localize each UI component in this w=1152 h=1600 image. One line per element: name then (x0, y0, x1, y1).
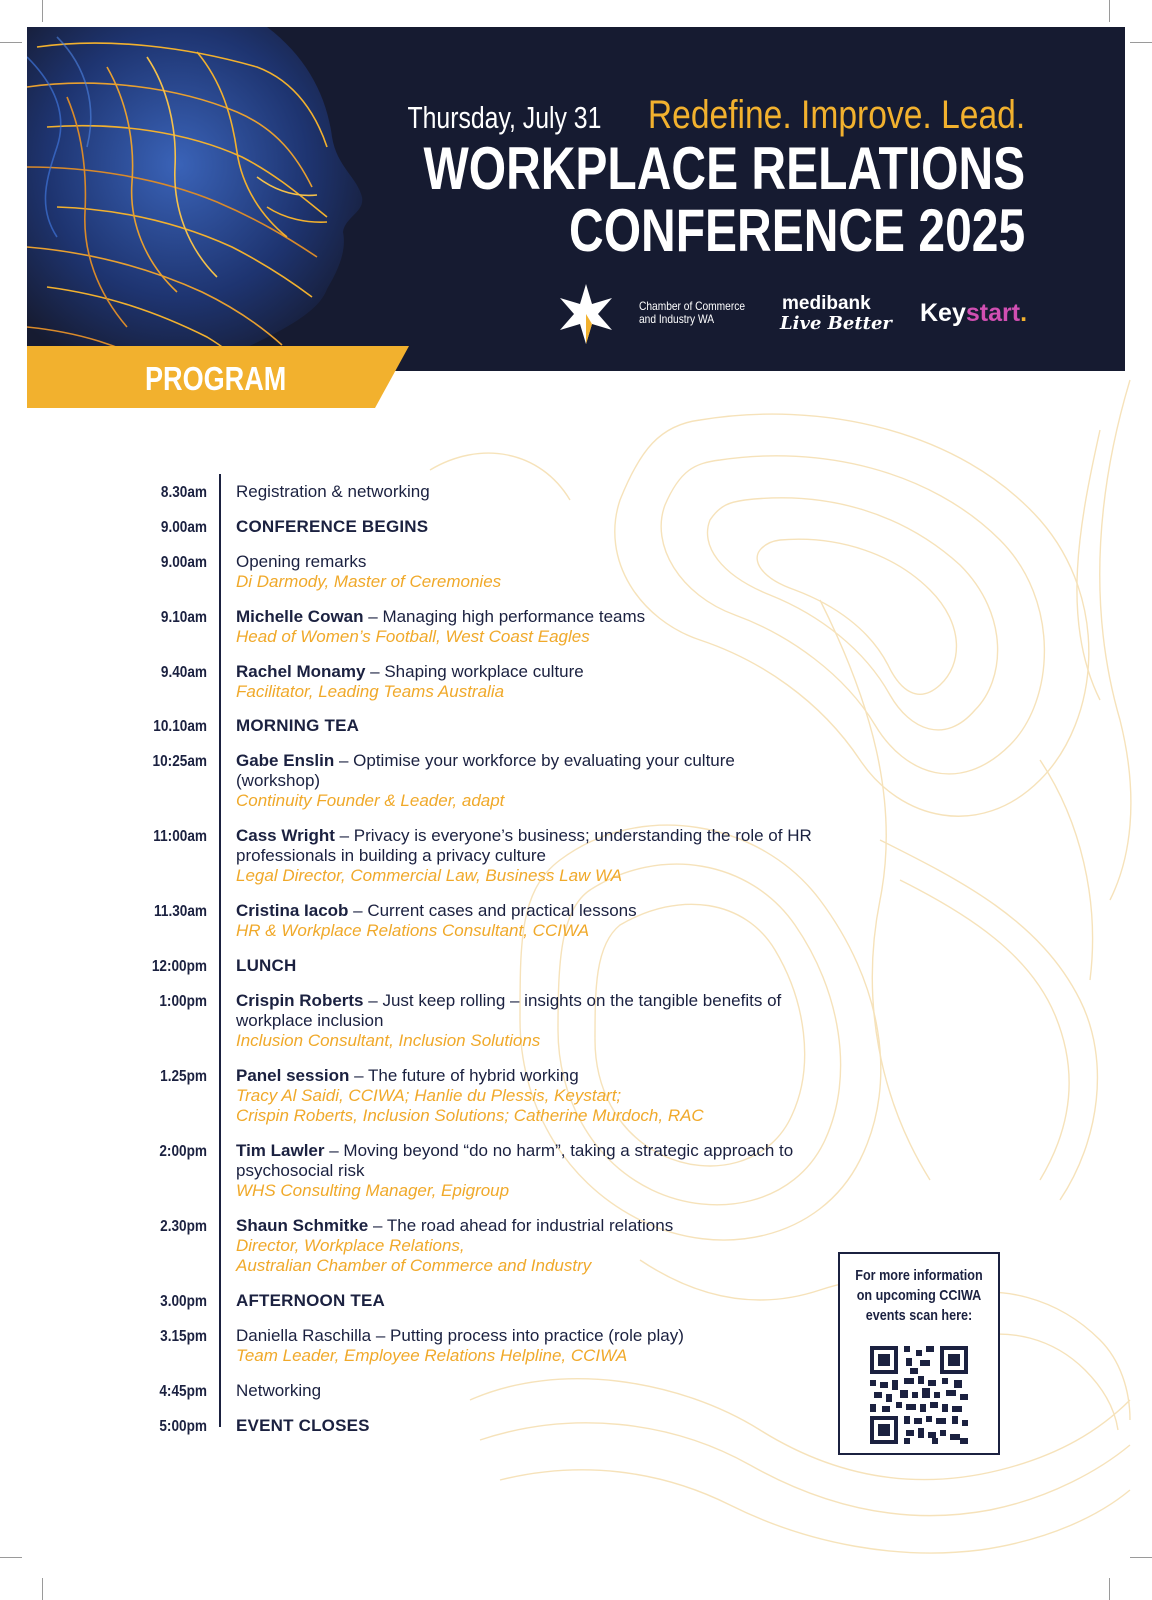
program-time: 5:00pm (159, 1418, 207, 1435)
speaker-role: Continuity Founder & Leader, adapt (236, 791, 505, 810)
session-title: AFTERNOON TEA (236, 1291, 385, 1310)
session-title: Moving beyond “do no harm”, taking a strategic approach to psychosocial risk (236, 1141, 794, 1180)
speaker-role: Team Leader, Employee Relations Helpline, CCIWA (236, 1346, 628, 1365)
session-title: Networking (236, 1381, 322, 1400)
separator: – (368, 1216, 387, 1235)
speaker-role: Australian Chamber of Commerce and Industry (236, 1256, 592, 1275)
speaker-role: Tracy Al Saidi, CCIWA; Hanlie du Plessis, Keystart; (236, 1086, 622, 1105)
event-tagline: Redefine. Improve. Lead. (647, 93, 1025, 137)
program-description (236, 1291, 816, 1311)
session-line (236, 991, 816, 1031)
speaker-role: Facilitator, Leading Teams Australia (236, 682, 505, 701)
program-time: 9.00am (160, 519, 207, 536)
separator: – (324, 1141, 344, 1160)
program-description (236, 901, 816, 941)
session-title: The road ahead for industrial relations (386, 1216, 674, 1235)
keystart-logo (920, 299, 1027, 328)
session-title: Current cases and practical lessons (367, 901, 637, 920)
session-title: LUNCH (236, 956, 297, 975)
program-time: 9.40am (160, 664, 207, 681)
program-description (236, 1066, 816, 1126)
separator: – (363, 991, 383, 1010)
qr-caption-line-1: For more information (855, 1267, 983, 1284)
program-time: 12:00pm (151, 958, 207, 975)
speaker-role: Director, Workplace Relations, (236, 1236, 465, 1255)
timeline-rule (219, 474, 221, 1427)
speaker-role: WHS Consulting Manager, Epigroup (236, 1181, 510, 1200)
program-time: 11.30am (154, 903, 207, 920)
cciwa-star-logo (554, 282, 618, 346)
program-description (236, 826, 816, 886)
program-description (236, 662, 816, 702)
crop-mark (42, 1578, 43, 1600)
separator: – (363, 607, 383, 626)
session-line (236, 1216, 816, 1236)
cciwa-logo-line-1: Chamber of Commerce (639, 299, 746, 313)
session-title: Just keep rolling – insights on the tangible benefits of workplace inclusion (236, 991, 782, 1030)
program-description (236, 956, 816, 976)
program-description (236, 751, 816, 811)
speaker-name: Michelle Cowan (236, 607, 364, 626)
session-line (236, 901, 816, 921)
crop-mark (1109, 1578, 1110, 1600)
program-description (236, 517, 816, 537)
event-title-line-2: CONFERENCE 2025 (568, 197, 1025, 264)
program-time: 10:25am (152, 753, 207, 770)
speaker-role: Di Darmody, Master of Ceremonies (236, 572, 502, 591)
program-time: 9.00am (160, 554, 207, 571)
separator: – (334, 826, 354, 845)
event-title-line-1: WORKPLACE RELATIONS (423, 135, 1025, 202)
program-description (236, 552, 816, 592)
session-title: CONFERENCE BEGINS (236, 517, 429, 536)
session-title: MORNING TEA (236, 716, 360, 735)
program-description (236, 482, 816, 502)
speaker-name: Tim Lawler (236, 1141, 325, 1160)
sponsor-logos (554, 282, 1054, 352)
session-line (236, 1141, 816, 1181)
program-heading: PROGRAM (145, 360, 287, 397)
program-description (236, 1416, 816, 1436)
session-title: The future of hybrid working (367, 1066, 579, 1085)
program-time: 10.10am (153, 718, 207, 735)
qr-caption-line-3: events scan here: (865, 1307, 973, 1324)
program-description (236, 716, 816, 736)
speaker-name: Panel session (236, 1066, 350, 1085)
keystart-logo-dot: . (1020, 299, 1028, 327)
program-time: 8.30am (160, 484, 207, 501)
crop-mark (0, 1557, 22, 1558)
program-time: 11:00am (153, 828, 207, 845)
qr-info-box (838, 1252, 1000, 1455)
separator: – (349, 1066, 368, 1085)
program-description (236, 991, 816, 1051)
program-time: 3.15pm (160, 1328, 207, 1345)
session-title: Registration & networking (236, 482, 430, 501)
program-time: 1.25pm (160, 1068, 207, 1085)
separator: – (365, 662, 385, 681)
program-description (236, 1141, 816, 1201)
headline-block (273, 93, 1025, 262)
session-line (236, 751, 816, 791)
session-title: Opening remarks (236, 552, 367, 571)
program-description (236, 1381, 816, 1401)
medibank-logo: medibank (782, 293, 871, 314)
session-title: Daniella Raschilla – Putting process into practice (role play) (236, 1326, 684, 1345)
speaker-name: Crispin Roberts (236, 991, 364, 1010)
cciwa-logo-text (639, 300, 745, 326)
program-time: 1:00pm (159, 993, 207, 1010)
session-title: Managing high performance teams (382, 607, 646, 626)
keystart-logo-start: start (965, 299, 1021, 327)
session-line (236, 607, 816, 627)
crop-mark (1109, 0, 1110, 22)
event-date: Thursday, July 31 (407, 100, 602, 135)
speaker-role: Legal Director, Commercial Law, Business Law WA (236, 866, 623, 885)
speaker-name: Rachel Monamy (236, 662, 366, 681)
date-tagline-line (273, 93, 1025, 138)
crop-mark (0, 42, 22, 43)
speaker-role: Crispin Roberts, Inclusion Solutions; Catherine Murdoch, RAC (236, 1106, 704, 1125)
medibank-tagline: Live Better (780, 313, 892, 334)
separator: – (348, 901, 368, 920)
keystart-logo-key: Key (920, 299, 966, 327)
speaker-name: Gabe Enslin (236, 751, 335, 770)
program-description (236, 607, 816, 647)
session-line (236, 662, 816, 682)
speaker-name: Cass Wright (236, 826, 335, 845)
cciwa-logo-line-2: and Industry WA (639, 312, 715, 326)
speaker-role: Inclusion Consultant, Inclusion Solutions (236, 1031, 541, 1050)
header-banner (27, 27, 1125, 371)
session-line (236, 1066, 816, 1086)
separator: – (334, 751, 354, 770)
session-title: Shaping workplace culture (384, 662, 584, 681)
speaker-role: HR & Workplace Relations Consultant, CCIWA (236, 921, 590, 940)
session-title: Optimise your workforce by evaluating your culture (workshop) (236, 751, 735, 790)
speaker-role: Head of Women’s Football, West Coast Eagles (236, 627, 590, 646)
qr-code[interactable] (870, 1346, 968, 1444)
crop-mark (1130, 1557, 1152, 1558)
program-description (236, 1326, 816, 1366)
program-time: 4:45pm (159, 1383, 207, 1400)
crop-mark (1130, 42, 1152, 43)
program-time: 9.10am (160, 609, 207, 626)
speaker-name: Cristina Iacob (236, 901, 349, 920)
session-line (236, 826, 816, 866)
program-time: 2.30pm (160, 1218, 207, 1235)
session-title: EVENT CLOSES (236, 1416, 370, 1435)
program-description (236, 1216, 816, 1276)
crop-mark (42, 0, 43, 22)
qr-caption (853, 1266, 986, 1326)
program-time: 3.00pm (160, 1293, 207, 1310)
program-time: 2:00pm (159, 1143, 207, 1160)
speaker-name: Shaun Schmitke (236, 1216, 369, 1235)
qr-caption-line-2: on upcoming CCIWA (856, 1287, 982, 1304)
session-title: Privacy is everyone’s business; understanding the role of HR professionals in building a privacy culture (236, 826, 812, 865)
